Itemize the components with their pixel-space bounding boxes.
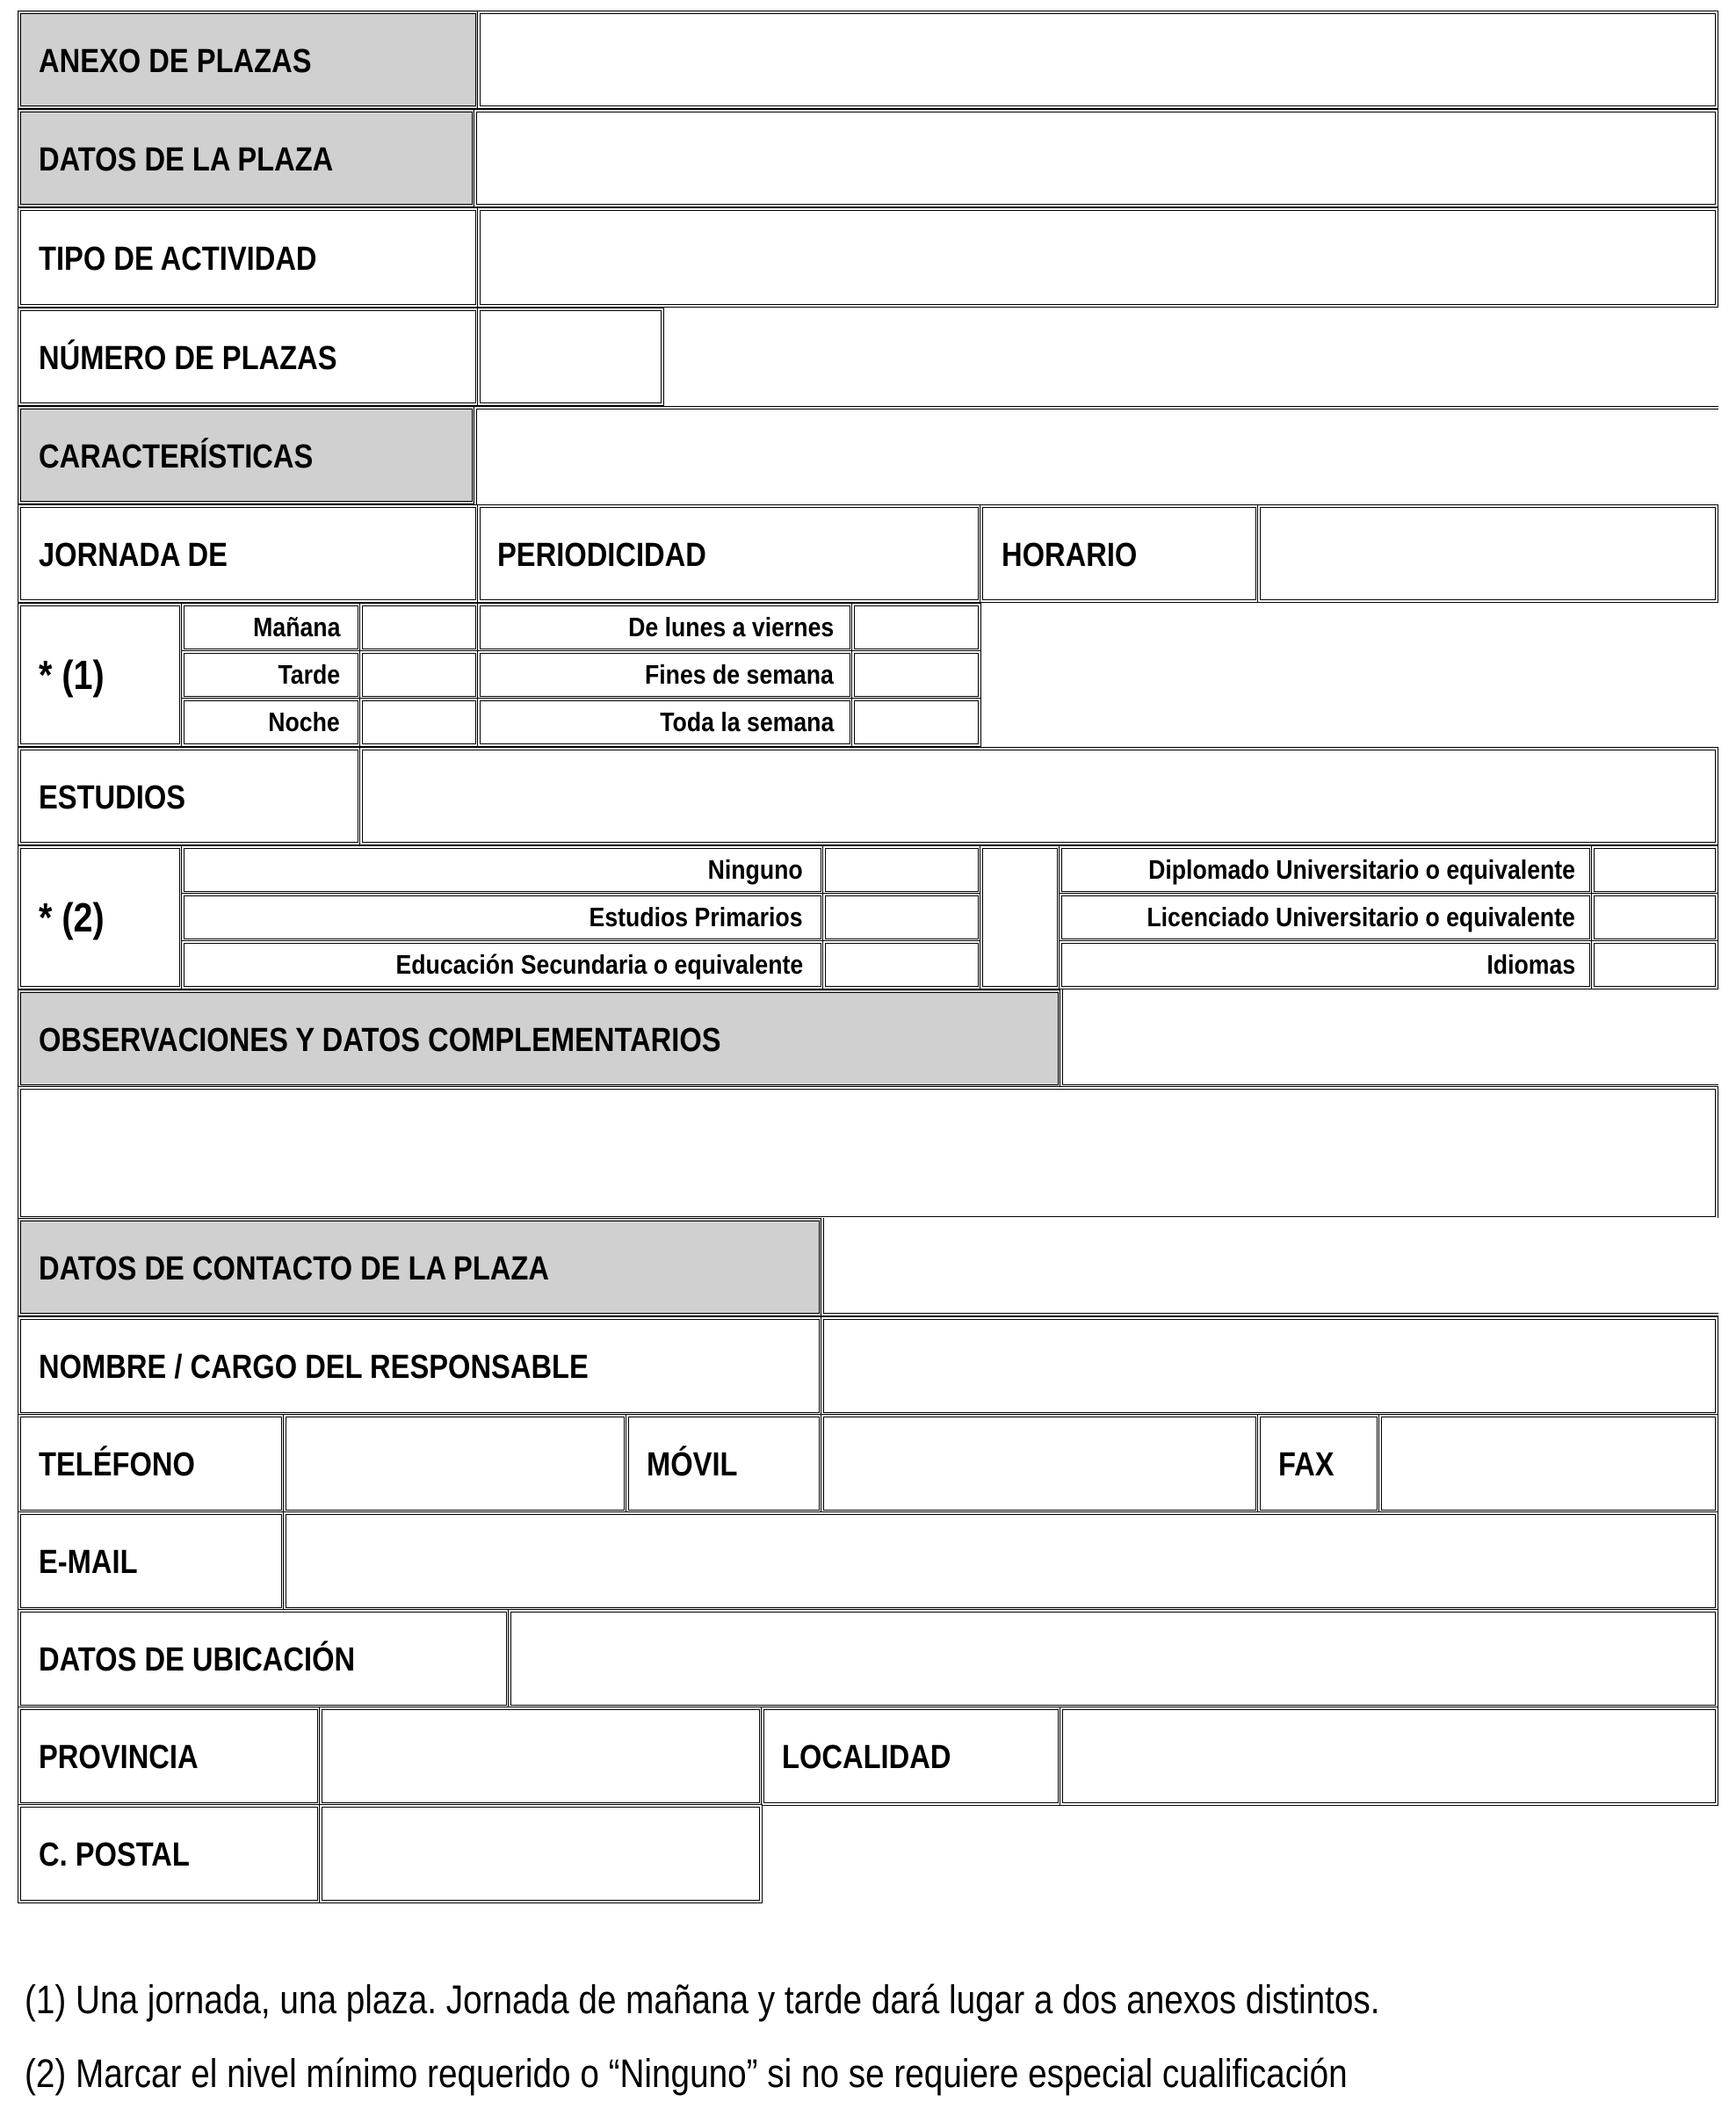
estudios-option-secundaria: Educación Secundaria o equivalente (395, 949, 803, 980)
numero-plazas-field[interactable] (477, 308, 664, 406)
jornada-noche-checkbox[interactable] (359, 698, 479, 747)
datos-plaza-label: DATOS DE LA PLAZA (39, 141, 334, 178)
estudios-ninguno-checkbox[interactable] (822, 845, 981, 895)
tipo-actividad-field[interactable] (477, 207, 1718, 308)
periodicidad-toda-semana-checkbox[interactable] (851, 698, 981, 747)
tipo-actividad-label: TIPO DE ACTIVIDAD (39, 241, 317, 278)
ubicacion-field[interactable] (508, 1609, 1718, 1708)
jornada-option-tarde: Tarde (278, 659, 340, 690)
cpostal-label: C. POSTAL (39, 1837, 190, 1873)
ubicacion-label: DATOS DE UBICACIÓN (39, 1642, 356, 1678)
jornada-label: JORNADA DE (39, 537, 228, 574)
estudios-primarios-checkbox[interactable] (822, 893, 981, 942)
caracteristicas-spacer (474, 406, 1718, 504)
estudios-option-diplomado: Diplomado Universitario o equivalente (1148, 854, 1575, 885)
telefono-field[interactable] (283, 1414, 627, 1513)
provincia-field[interactable] (319, 1707, 763, 1806)
estudios-option-primarios: Estudios Primarios (590, 902, 803, 932)
observaciones-label: OBSERVACIONES Y DATOS COMPLEMENTARIOS (39, 1022, 721, 1059)
observaciones-field[interactable] (18, 1086, 1718, 1220)
localidad-label: LOCALIDAD (782, 1739, 951, 1776)
footnote-2: (2) Marcar el nivel mínimo requerido o “Ninguno” si no se requiere especial cualificación (25, 2051, 1348, 2096)
footnote-1: (1) Una jornada, una plaza. Jornada de mañana y tarde dará lugar a dos anexos distintos. (25, 1977, 1380, 2022)
jornada-tarde-checkbox[interactable] (359, 650, 479, 699)
contacto-label: DATOS DE CONTACTO DE LA PLAZA (39, 1250, 549, 1287)
estudios-field[interactable] (359, 747, 1718, 845)
estudios-diplomado-checkbox[interactable] (1591, 845, 1718, 895)
horario-label: HORARIO (1002, 537, 1138, 574)
responsable-label: NOMBRE / CARGO DEL RESPONSABLE (39, 1349, 589, 1386)
periodicidad-option-toda-semana: Toda la semana (659, 707, 834, 737)
estudios-option-ninguno: Ninguno (707, 854, 803, 885)
email-field[interactable] (283, 1511, 1718, 1611)
periodicidad-option-fines-semana: Fines de semana (645, 659, 834, 690)
periodicidad-option-lunes-viernes: De lunes a viernes (627, 612, 834, 642)
observaciones-spacer (1060, 989, 1718, 1088)
periodicidad-fines-semana-checkbox[interactable] (851, 650, 981, 699)
email-label: E-MAIL (39, 1544, 138, 1581)
periodicidad-label: PERIODICIDAD (497, 537, 706, 574)
telefono-label: TELÉFONO (39, 1446, 195, 1483)
caracteristicas-label: CARACTERÍSTICAS (39, 438, 314, 475)
movil-field[interactable] (821, 1414, 1259, 1513)
anexo-field[interactable] (477, 11, 1718, 109)
responsable-field[interactable] (821, 1316, 1718, 1416)
estudios-label: ESTUDIOS (39, 779, 186, 816)
horario-field[interactable] (1257, 504, 1718, 603)
periodicidad-lunes-viernes-checkbox[interactable] (851, 603, 981, 652)
anexo-label: ANEXO DE PLAZAS (39, 43, 312, 80)
estudios-licenciado-checkbox[interactable] (1591, 893, 1718, 942)
contacto-spacer (821, 1218, 1718, 1316)
localidad-field[interactable] (1060, 1707, 1718, 1806)
estudios-option-licenciado: Licenciado Universitario o equivalente (1146, 902, 1575, 932)
jornada-note: * (1) (39, 652, 105, 698)
estudios-note: * (2) (39, 895, 105, 940)
jornada-option-manana: Mañana (252, 612, 340, 642)
estudios-separator-cell (980, 845, 1060, 989)
numero-plazas-label: NÚMERO DE PLAZAS (39, 340, 337, 377)
cpostal-field[interactable] (319, 1804, 763, 1903)
fax-label: FAX (1278, 1446, 1335, 1483)
datos-plaza-field[interactable] (474, 109, 1718, 207)
jornada-option-noche: Noche (268, 707, 340, 737)
jornada-manana-checkbox[interactable] (359, 603, 479, 652)
estudios-idiomas-checkbox[interactable] (1591, 940, 1718, 989)
provincia-label: PROVINCIA (39, 1739, 199, 1776)
fax-field[interactable] (1378, 1414, 1718, 1513)
estudios-option-idiomas: Idiomas (1486, 949, 1575, 980)
estudios-secundaria-checkbox[interactable] (822, 940, 981, 989)
movil-label: MÓVIL (647, 1446, 738, 1483)
